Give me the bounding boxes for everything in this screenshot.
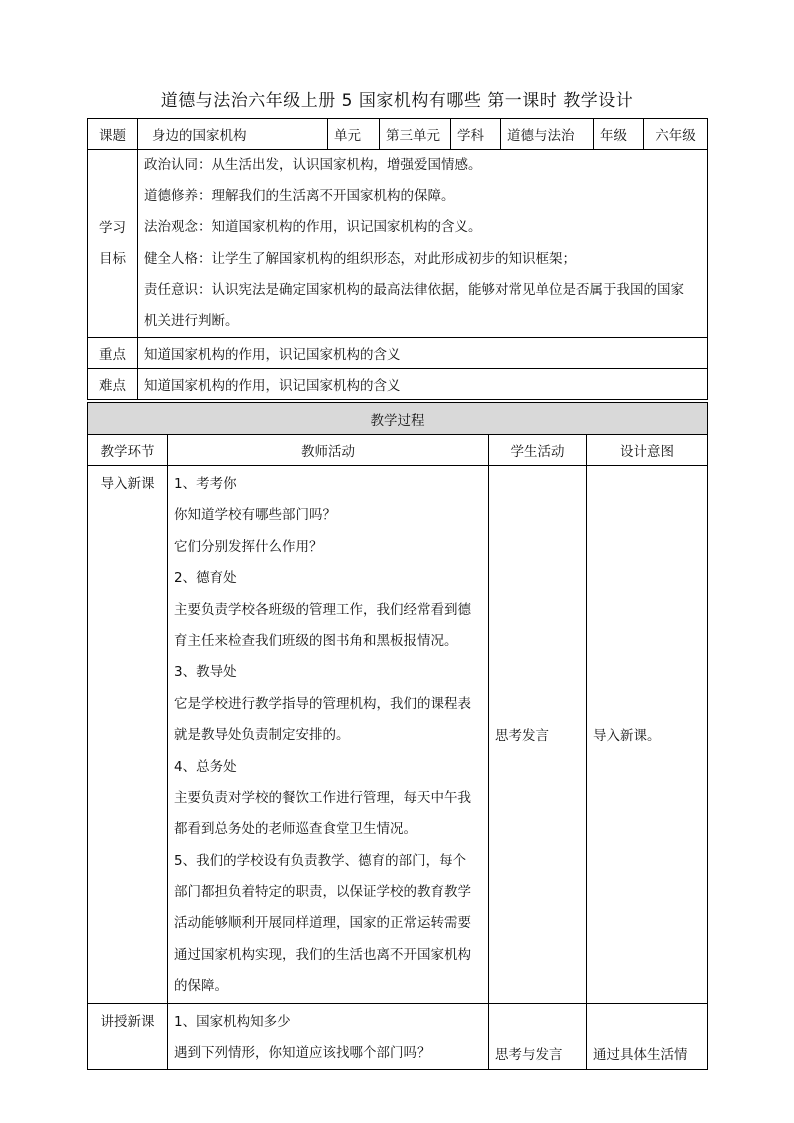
goal-political: 政治认同：从生活出发，认识国家机构，增强爱国情感。 [144,157,482,173]
grade-label: 年级 [594,119,644,150]
difficulty-value: 知道国家机构的作用，识记国家机构的含义 [138,369,708,400]
activity-line: 主要负责对学校的餐饮工作进行管理，每天中午我 [174,789,471,806]
goals-cell [138,150,708,338]
info-row-header [88,119,708,150]
column-stage: 教学环节 [88,435,168,466]
info-row-key [88,338,708,369]
activity-line: 活动能够顺利开展同样道理，国家的正常运转需要 [174,915,471,932]
activity-line: 就是教导处负责制定安排的。 [174,727,350,744]
activity-line: 1、考考你 [174,476,237,492]
activity-line: 4、总务处 [174,758,237,775]
activity-line: 它们分别发挥什么作用？ [174,538,323,555]
activity-line: 1、国家机构知多少 [174,1013,291,1030]
topic-value: 身边的国家机构 [138,119,328,150]
goals-label-line-1: 学习 [99,219,126,236]
key-label: 重点 [88,338,138,369]
column-intent: 设计意图 [587,435,708,466]
activity-line: 通过国家机构实现，我们的生活也离不开国家机构 [174,946,471,963]
student-activity-intro: 思考发言 [489,466,587,1004]
teacher-activity-teaching [168,1003,489,1070]
key-value: 知道国家机构的作用，识记国家机构的含义 [138,338,708,369]
activity-line: 主要负责学校各班级的管理工作，我们经常看到德 [174,601,471,618]
design-intent-intro: 导入新课。 [587,466,708,1004]
activity-line: 都看到总务处的老师巡查食堂卫生情况。 [174,821,417,838]
activity-line: 3、教导处 [174,664,237,681]
stage-teaching: 讲授新课 [88,1003,168,1070]
activity-line: 你知道学校有哪些部门吗？ [174,507,336,524]
unit-label: 单元 [328,119,380,150]
info-row-difficulty [88,369,708,400]
column-teacher: 教师活动 [168,435,489,466]
subject-label: 学科 [451,119,501,150]
design-intent-teaching: 通过具体生活情 [587,1003,708,1070]
grade-value: 六年级 [644,119,708,150]
info-row-goals [88,150,708,338]
goals-label [88,150,138,338]
goal-law: 法治观念：知道国家机构的作用，识记国家机构的含义。 [144,219,482,236]
goal-moral: 道德修养：理解我们的生活离不开国家机构的保障。 [144,188,455,205]
subject-value: 道德与法治 [501,119,594,150]
teaching-process-table [87,402,708,1070]
goal-responsibility: 责任意识：认识宪法是确定国家机构的最高法律依据，能够对常见单位是否属于我国的国家 [144,281,684,298]
goals-label-line-2: 目标 [99,250,126,267]
goal-responsibility-cont: 机关进行判断。 [144,312,239,329]
activity-line: 2、德育处 [174,570,237,587]
activity-line: 育主任来检查我们班级的图书角和黑板报情况。 [174,632,458,649]
process-row-intro [88,466,708,1004]
activity-line: 它是学校进行教学指导的管理机构，我们的课程表 [174,695,471,712]
lesson-info-table [87,118,708,400]
process-header: 教学过程 [88,403,708,435]
student-activity-teaching: 思考与发言 [489,1003,587,1070]
topic-label: 课题 [88,119,138,150]
teacher-activity-intro [168,466,489,1004]
process-columns-row [88,435,708,466]
activity-line: 部门都担负着特定的职责，以保证学校的教育教学 [174,884,471,901]
activity-line: 遇到下列情形，你知道应该找哪个部门吗？ [174,1045,431,1062]
activity-line: 5、我们的学校设有负责教学、德育的部门，每个 [174,852,467,869]
stage-intro: 导入新课 [88,466,168,1004]
process-row-teaching [88,1003,708,1070]
process-header-row [88,403,708,435]
unit-value: 第三单元 [380,119,451,150]
goal-personality: 健全人格：让学生了解国家机构的组织形态，对此形成初步的知识框架； [144,250,576,267]
difficulty-label: 难点 [88,369,138,400]
column-student: 学生活动 [489,435,587,466]
document-title: 道德与法治六年级上册 5 国家机构有哪些 第一课时 教学设计 [160,91,634,111]
activity-line: 的保障。 [174,978,228,995]
